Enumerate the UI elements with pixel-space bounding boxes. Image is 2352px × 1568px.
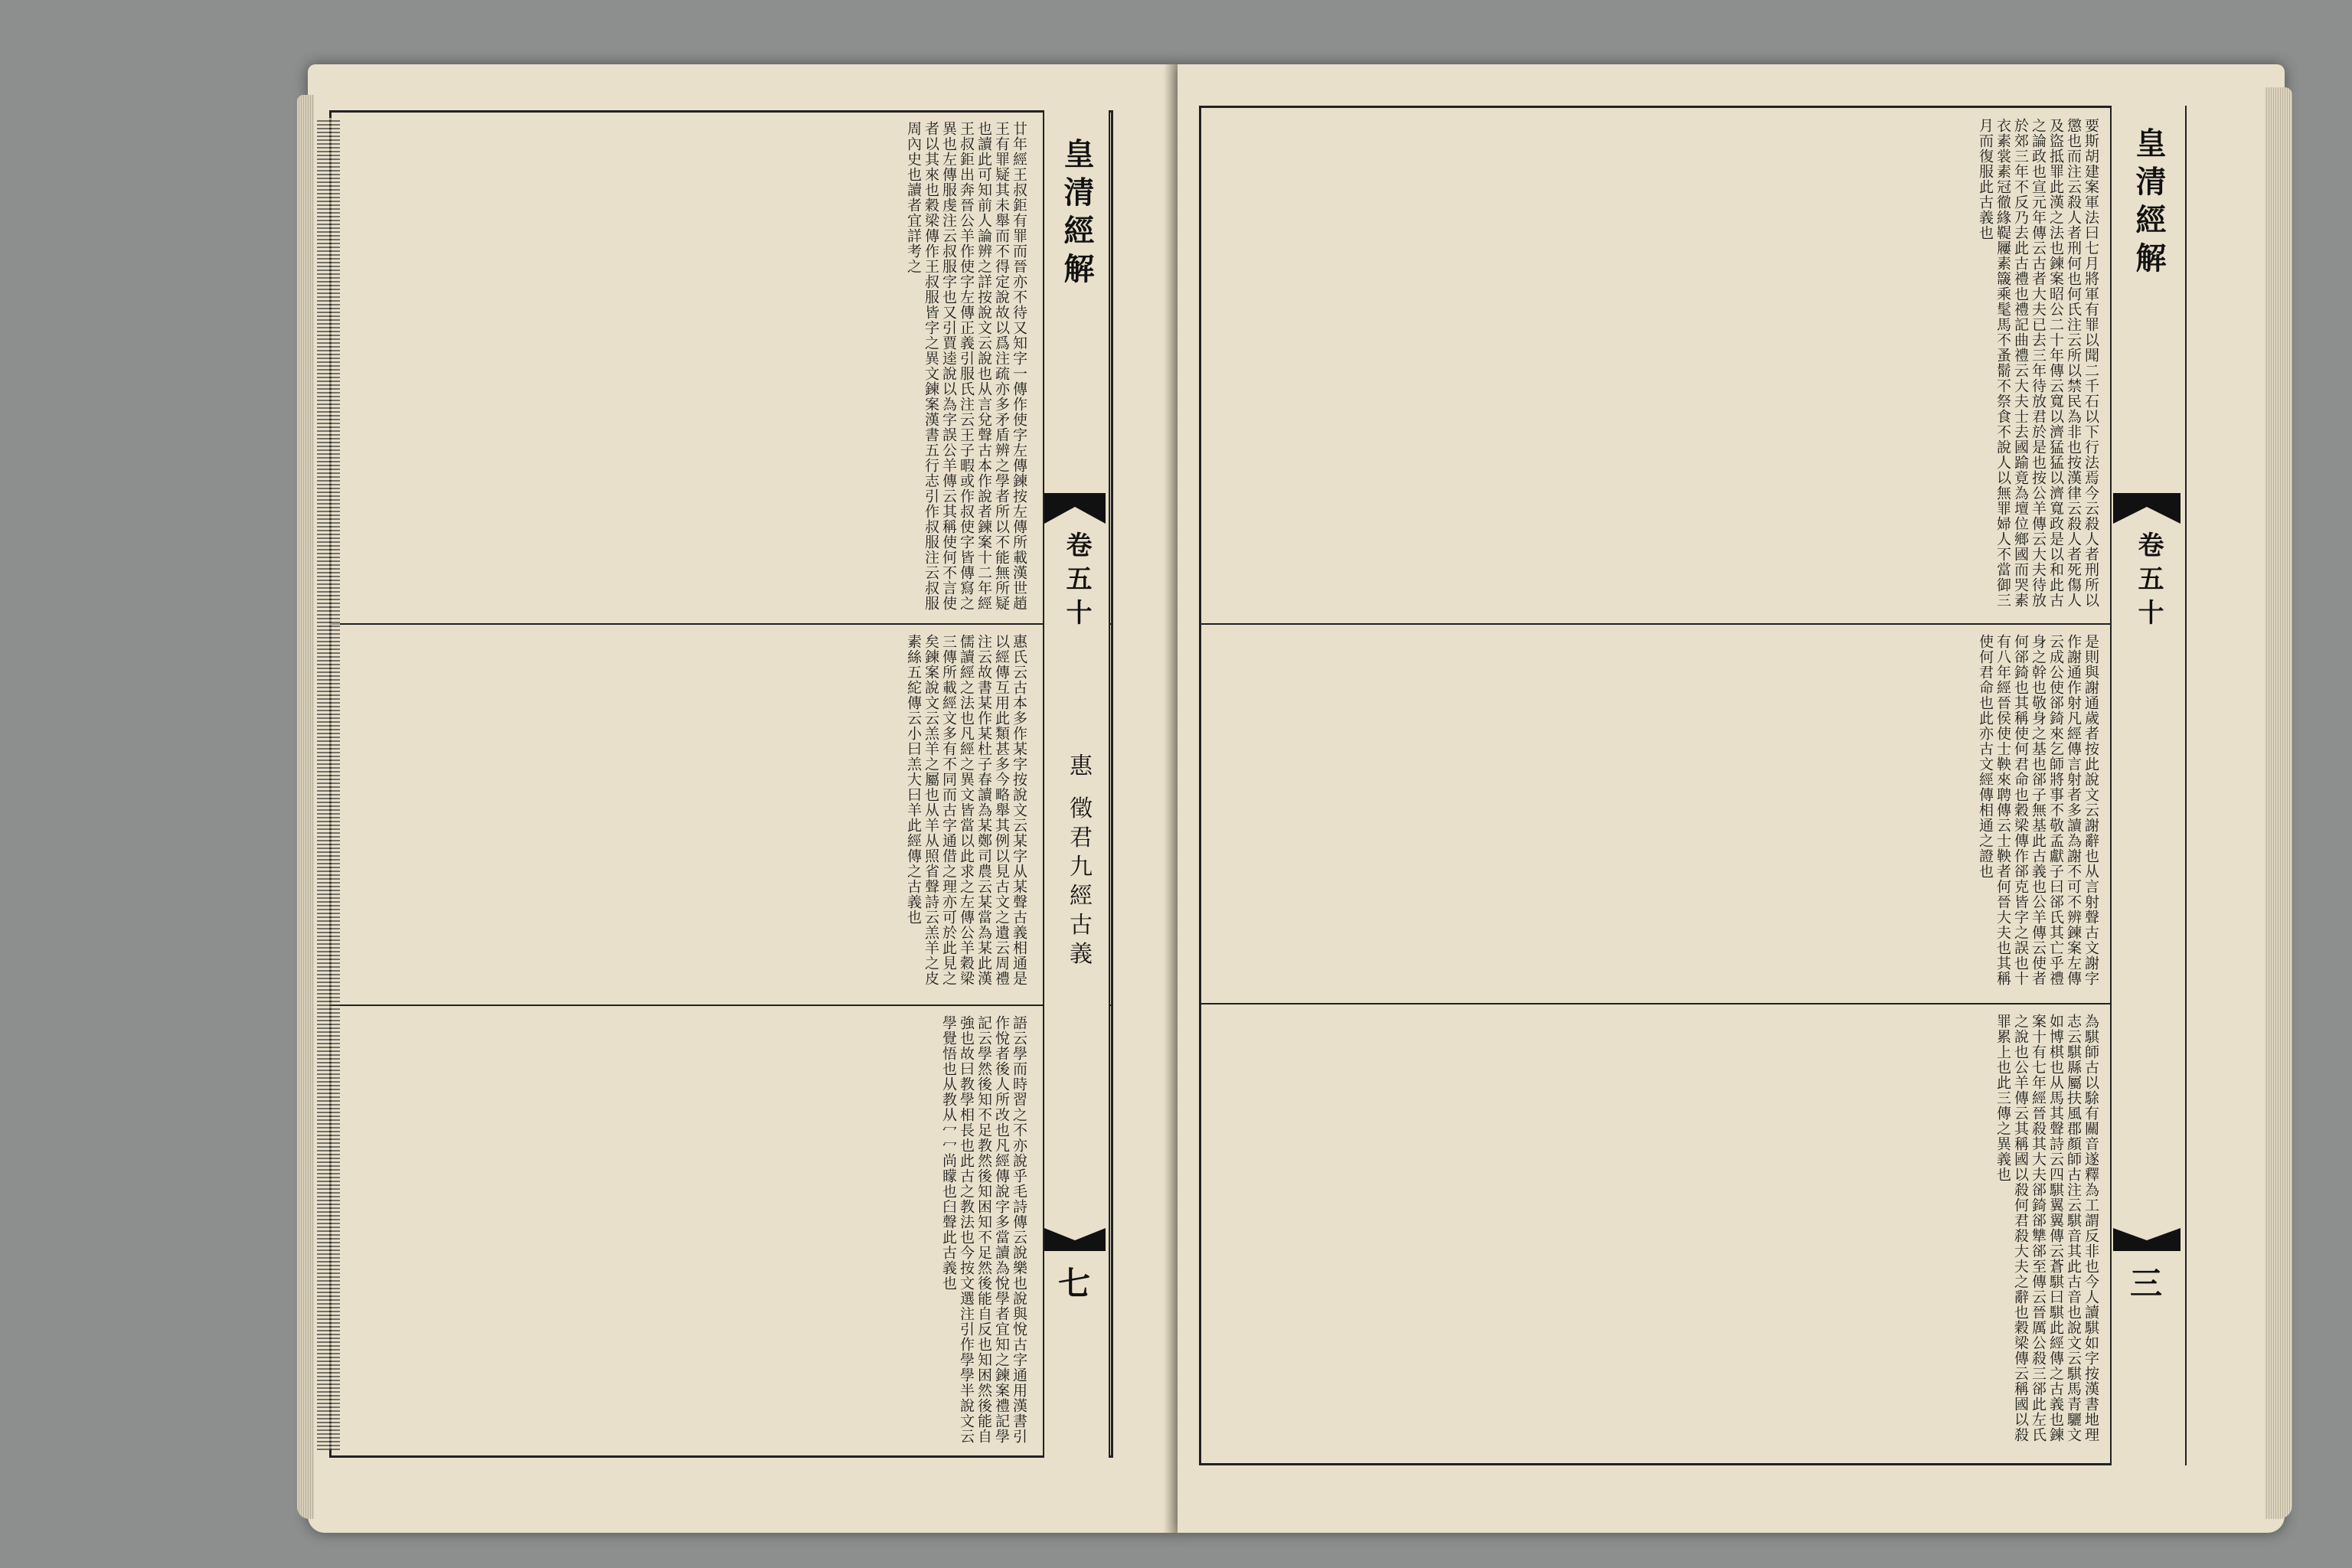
open-book <box>308 64 2285 1533</box>
left-edge-blur <box>317 118 340 1450</box>
right-page-edge <box>2265 87 2292 1519</box>
left-text-bottom: 語云學而時習之不亦說乎毛詩傳云說樂也說與悅古字通用漢書引作悅者後人所改也凡經傳說字多當讀為悅學者宜知之鍊案禮記學記云學然後知不足教然後知困知不足然後能自反也知困然後能自強也故曰教學相長也此古之教法也今按文選注引作學學半說文云學覺悟也从教从冖冖尚矇也臼聲此古義也 <box>940 1015 1027 1444</box>
right-banner-title: 皇清經解 <box>2131 127 2167 280</box>
left-bottom-fishtail-icon <box>1044 1228 1106 1251</box>
left-page <box>308 64 1178 1533</box>
right-page <box>1178 64 2285 1533</box>
right-banner-volume: 卷五十 <box>2133 531 2164 632</box>
right-row-rule-2 <box>1199 1003 2187 1004</box>
left-text-top: 廿年經王叔鉅有罪而晉亦不待又知字一傳作使字左傳鍊按左傳所載漢世趙王有罪疑其未舉而不得定說故以爲注疏亦多矛盾辨之學者所以不能無所疑也讀此可知前人論辨之詳按說文云說也从言兌聲古本作說者鍊案十二年經王叔鉅出奔晉公羊作使字左傳正義引服氏注云王子暇或作叔使字皆傳寫之異也左傳服虔注云叔服字也又引賈逵說以為字誤公羊傳云其稱使何不言使者以其來也穀梁傳作王叔服皆字之異文鍊案漢書五行志引作叔服注云叔服周內史也讀者宜詳考之 <box>905 121 1027 611</box>
left-row-rule-1 <box>329 623 1113 625</box>
left-folio-number: 七 <box>1058 1265 1091 1302</box>
right-text-bottom: 為騏師古以駼有關音遂釋為工謂反非也今人讀騏如字按漢書地理志云騏縣屬扶風郡顏師古注云騏音其此古音也說文云騏馬青驪文如博棋也从馬其聲詩云四騏翼翼傳云蒼騏曰騏此經傳之古義也鍊案十有七年經晉殺其大夫郤錡郤犨郤至傳云晉厲公殺三郤此左氏之說也公羊傳云其稱國以殺何君殺大夫之辭也穀梁傳云稱國以殺罪累上也此三傳之異義也 <box>1994 1014 2099 1442</box>
left-banner-volume: 卷五十 <box>1061 531 1092 632</box>
right-bottom-fishtail-icon <box>2113 1228 2180 1251</box>
left-fishtail-icon <box>1044 493 1106 524</box>
right-row-rule-1 <box>1199 623 2187 625</box>
right-text-middle: 是則與謝通歲者按此說文云謝辭也从言射聲古文謝字作謝通作射凡經傳言射者多讀為謝不可不辨鍊案左傳云成公使郤錡來乞師將事不敬孟獻子曰郤氏其亡乎禮身之幹也敬身之基也郤子無基此古義也公羊傳云使者何郤錡也其稱使何君命也穀梁傳作郤克皆字之誤也十有八年經晉侯使士鞅來聘傳云士鞅者何晉大夫也其稱使何君命也此亦古文經傳相通之證也 <box>1977 634 2099 986</box>
left-page-edge <box>297 95 314 1519</box>
left-row-rule-2 <box>329 1004 1113 1006</box>
right-folio-number: 三 <box>2130 1265 2163 1302</box>
left-banner-title: 皇清經解 <box>1059 138 1095 291</box>
right-fishtail-icon <box>2113 493 2180 524</box>
left-text-middle: 惠氏云古本多作某字按說文云某字从某聲古義相通是以經傳互用此類甚多今略舉其例以見古文之遺云周禮注云故書某作某杜子春讀為某鄭司農云某當為某此漢儒讀經之法也凡經之異文皆當以此求之左傳公羊穀梁三傳所載經文多有不同而古字通借之理亦可於此見之矣鍊案說文云羔羊之屬也从羊从照省聲詩云羔羊之皮素絲五紽傳云小曰羔大曰羊此經傳之古義也 <box>905 634 1027 986</box>
right-text-top: 要斯胡建案軍法曰七月將軍有罪以聞二千石以下行法焉今云殺人者刑所以懲也而注云殺人者刑何也何氏注云所以禁民為非也按漢律云殺人者死傷人及盜抵罪此漢之法也鍊案昭公二十年傳云寬以濟猛猛以濟寬政是以和此古之論政也宣元年傳云古者大夫已去三年待放君於是也按公羊傳云大夫待放於郊三年不反乃去此古禮也禮記曲禮云大夫士去國踰竟為壇位鄉國而哭素衣素裳素冠徹緣鞮屨素簚乘髦馬不蚤鬋不祭食不說人以無罪婦人不當御三月而復服此古義也 <box>1977 118 2099 608</box>
left-folio-text: 惠 徵君九經古義 <box>1065 753 1092 971</box>
